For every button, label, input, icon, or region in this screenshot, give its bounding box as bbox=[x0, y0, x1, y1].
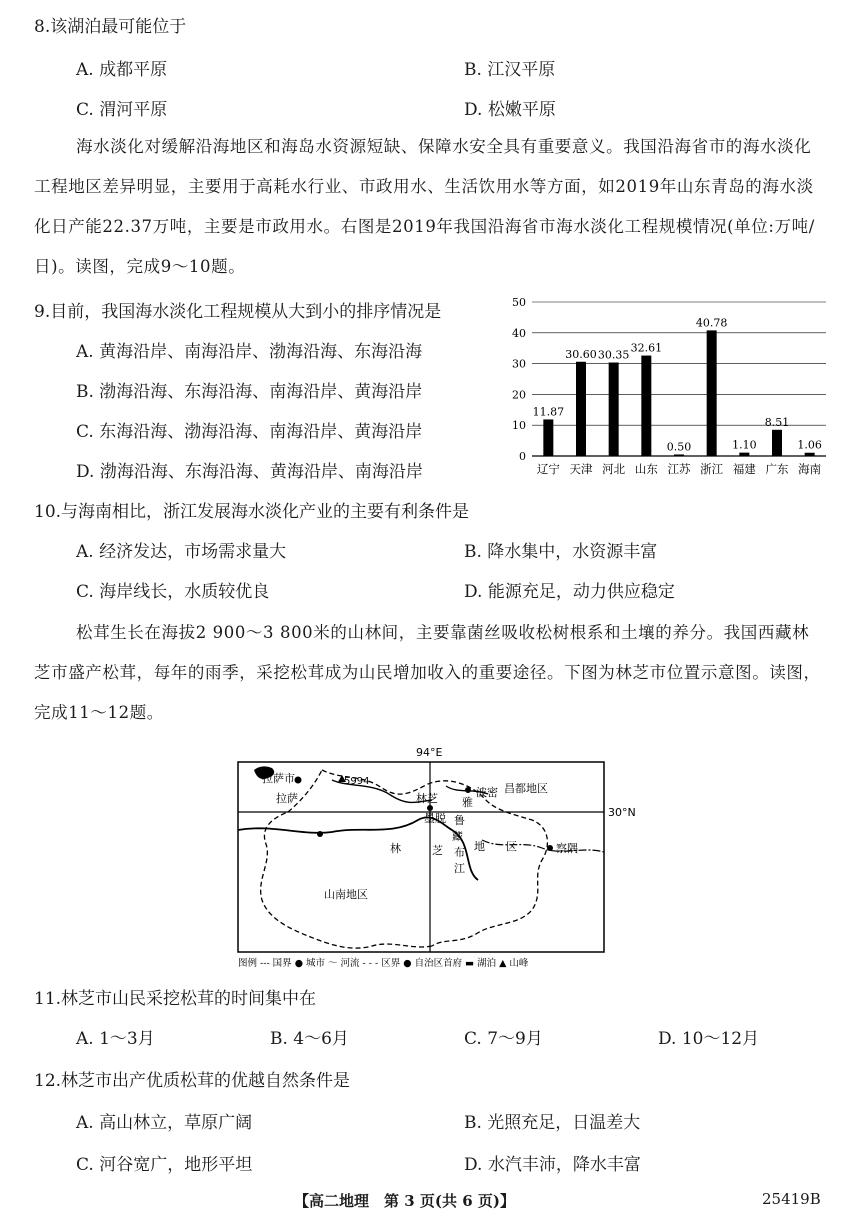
lhasa-capital-marker bbox=[295, 777, 302, 784]
q10-option-b: B. 降水集中，水资源丰富 bbox=[464, 542, 658, 562]
q9-option-b: B. 渤海沿海、东海沿海、南海沿岸、黄海沿岸 bbox=[76, 382, 423, 402]
q11-option-d: D. 10～12月 bbox=[658, 1029, 760, 1049]
lat-label: 30°N bbox=[608, 806, 636, 819]
x-tick-label: 浙江 bbox=[700, 462, 724, 476]
city-marker bbox=[317, 831, 323, 837]
x-tick-label: 福建 bbox=[732, 462, 756, 476]
data-label: 8.51 bbox=[764, 415, 790, 429]
q11-option-a: A. 1～3月 bbox=[76, 1029, 155, 1049]
label-zang: 藏 bbox=[452, 830, 463, 843]
label-lhasa: 拉萨 bbox=[276, 792, 298, 805]
q9-option-c: C. 东海沿海、渤海沿海、南海沿岸、黄海沿岸 bbox=[76, 422, 423, 442]
label-zhi: 芝 bbox=[432, 844, 443, 857]
q12-option-a: A. 高山林立，草原广阔 bbox=[76, 1113, 253, 1133]
bar bbox=[805, 453, 815, 456]
q9-option-a: A. 黄海沿岸、南海沿岸、渤海沿海、东海沿海 bbox=[76, 342, 423, 362]
data-label: 30.60 bbox=[565, 347, 597, 361]
y-tick-label: 30 bbox=[512, 357, 526, 371]
label-shannan: 山南地区 bbox=[324, 888, 368, 901]
national-boundary bbox=[482, 840, 604, 852]
label-ya: 雅 bbox=[462, 796, 473, 809]
q10-option-d: D. 能源充足，动力供应稳定 bbox=[464, 582, 675, 602]
q8-option-b: B. 江汉平原 bbox=[464, 60, 556, 80]
x-tick-label: 江苏 bbox=[667, 462, 691, 476]
q10-option-a: A. 经济发达，市场需求量大 bbox=[76, 542, 287, 562]
label-bomi: 波密 bbox=[476, 786, 498, 799]
bar bbox=[772, 430, 782, 456]
label-bu: 布 bbox=[454, 846, 465, 859]
q8-option-a: A. 成都平原 bbox=[76, 60, 168, 80]
bar bbox=[641, 356, 651, 456]
bar bbox=[739, 453, 749, 456]
q11-option-b: B. 4～6月 bbox=[270, 1029, 349, 1049]
chayu-city-marker bbox=[547, 845, 553, 851]
bar bbox=[707, 330, 717, 456]
data-label: 1.10 bbox=[732, 438, 757, 452]
q9-stem: 9.目前，我国海水淡化工程规模从大到小的排序情况是 bbox=[34, 302, 442, 322]
q12-option-d: D. 水汽丰沛，降水丰富 bbox=[464, 1155, 641, 1175]
q9-option-d: D. 渤海沿海、东海沿海、黄海沿岸、南海沿岸 bbox=[76, 462, 423, 482]
label-di: 地 bbox=[474, 840, 485, 853]
label-chayu: 察隅 bbox=[556, 842, 578, 855]
label-medog: 墨脱 bbox=[424, 812, 446, 825]
q12-stem: 12.林芝市出产优质松茸的优越自然条件是 bbox=[34, 1071, 351, 1091]
data-label: 11.87 bbox=[532, 405, 565, 419]
y-tick-label: 20 bbox=[512, 388, 526, 402]
y-tick-label: 50 bbox=[512, 296, 526, 309]
bomi-city-marker bbox=[465, 787, 471, 793]
q8-option-d: D. 松嫩平原 bbox=[464, 100, 556, 120]
lon-label: 94°E bbox=[416, 746, 443, 759]
data-label: 30.35 bbox=[597, 348, 630, 362]
label-chamdo: 昌都地区 bbox=[504, 782, 548, 795]
bar bbox=[609, 363, 619, 456]
passage-11-12: 松茸生长在海拔2 900～3 800米的山林间，主要靠菌丝吸收松树根系和土壤的养分。我国西藏林芝市盛产松茸，每年的雨季，采挖松茸成为山民增加收入的重要途径。下图为林芝市位置示意图。读图，完成11～12题。 bbox=[34, 623, 821, 722]
nyingchi-city-marker bbox=[427, 805, 433, 811]
map-frame bbox=[238, 762, 604, 952]
y-tick-label: 0 bbox=[519, 450, 526, 463]
q8-stem: 8.该湖泊最可能位于 bbox=[34, 17, 187, 37]
q11-option-c: C. 7～9月 bbox=[464, 1029, 543, 1049]
district-border-west bbox=[261, 812, 432, 948]
page-footer: 【高二地理 第 3 页(共 6 页)】 bbox=[294, 1192, 515, 1210]
x-tick-label: 河北 bbox=[602, 462, 626, 476]
q11-stem: 11.林芝市山民采挖松茸的时间集中在 bbox=[34, 989, 317, 1009]
label-jiang: 江 bbox=[454, 862, 465, 875]
bar bbox=[674, 454, 684, 456]
map-legend: 图例 --- 国界 ● 城市 ～ 河流 - - - 区界 ● 自治区首府 ▬ 湖泊 ▲ 山峰 bbox=[238, 958, 529, 969]
q10-stem: 10.与海南相比，浙江发展海水淡化产业的主要有利条件是 bbox=[34, 502, 470, 522]
y-tick-label: 10 bbox=[512, 419, 526, 433]
y-tick-label: 40 bbox=[512, 326, 526, 340]
bar bbox=[576, 362, 586, 456]
exam-code: 25419B bbox=[762, 1190, 821, 1208]
nyingchi-location-map bbox=[232, 740, 644, 970]
label-lin: 林 bbox=[390, 842, 401, 855]
q10-option-c: C. 海岸线长，水质较优良 bbox=[76, 582, 270, 602]
bar bbox=[543, 419, 553, 456]
x-tick-label: 广东 bbox=[765, 462, 789, 476]
label-lu: 鲁 bbox=[454, 814, 465, 827]
q12-option-c: C. 河谷宽广，地形平坦 bbox=[76, 1155, 253, 1175]
x-tick-label: 海南 bbox=[798, 462, 822, 476]
desalination-bar-chart bbox=[500, 292, 830, 488]
data-label: 32.61 bbox=[630, 341, 663, 355]
label-lhasa-city: 拉萨市 bbox=[262, 772, 295, 785]
x-tick-label: 山东 bbox=[634, 462, 658, 476]
passage-9-10: 海水淡化对缓解沿海地区和海岛水资源短缺、保障水安全具有重要意义。我国沿海省市的海水淡化工程地区差异明显，主要用于高耗水行业、市政用水、生活饮用水等方面，如2019年山东青岛的海水淡化日产能22.37万吨，主要是市政用水。右图是2019年我国沿海省市海水淡化工程规模情况(单位:万吨/日)。读图，完成9～10题。 bbox=[34, 137, 815, 276]
x-tick-label: 天津 bbox=[569, 462, 593, 476]
data-label: 0.50 bbox=[666, 440, 692, 454]
label-peak: 5994 bbox=[344, 776, 370, 787]
x-tick-label: 辽宁 bbox=[536, 462, 560, 476]
q12-option-b: B. 光照充足，日温差大 bbox=[464, 1113, 641, 1133]
q8-option-c: C. 渭河平原 bbox=[76, 100, 168, 120]
data-label: 1.06 bbox=[797, 438, 822, 452]
data-label: 40.78 bbox=[695, 316, 728, 330]
label-qu: 区 bbox=[506, 840, 517, 853]
label-nyingchi: 林芝 bbox=[416, 792, 438, 805]
